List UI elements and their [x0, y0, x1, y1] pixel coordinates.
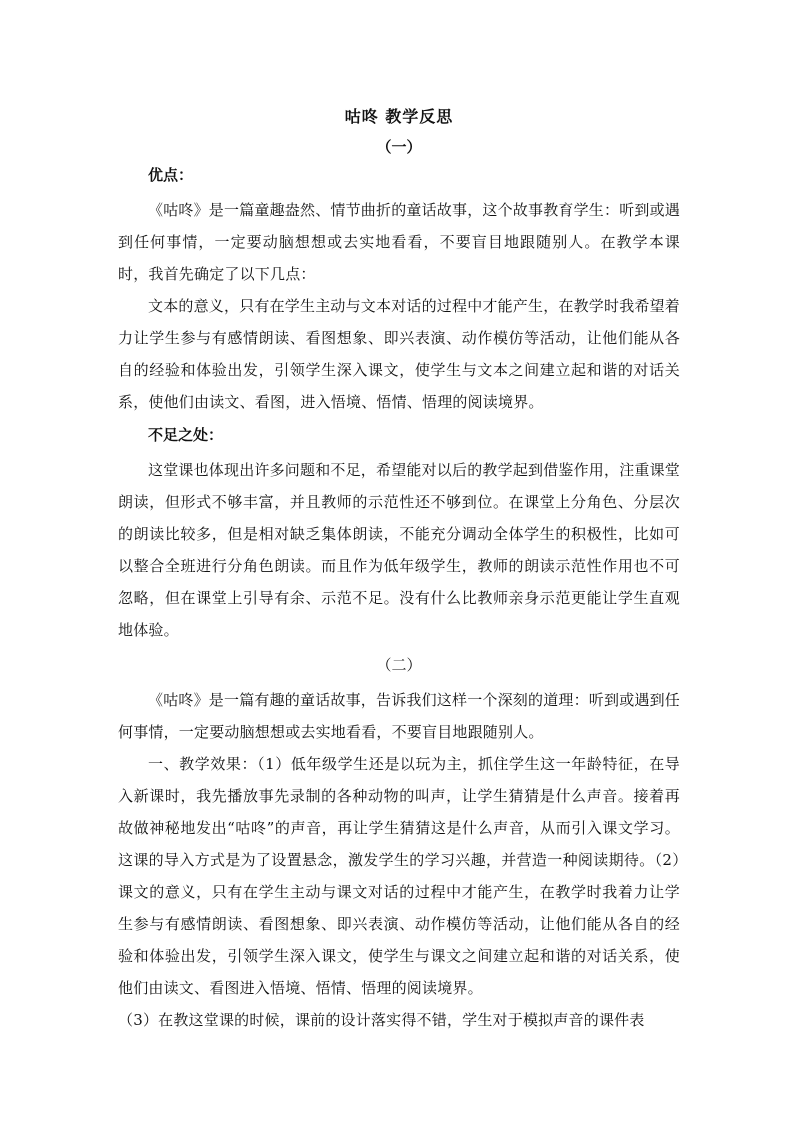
paragraph-teaching-effect: 一、教学效果：（1）低年级学生还是以玩为主，抓住学生这一年龄特征，在导入新课时，我先播放事先录制的各种动物的叫声，让学生猜猜是什么声音。接着再故做神秘地发出“咕咚”的声音，再让学生猜猜这是什么声音，从而引入课文学习。这课的导入方式是为了设置悬念，激发学生的学习兴趣，并营造一种阅读期待。（2）课文的意义，只有在学生主动与课文对话的过程中才能产生，在教学时我着力让学生参与有感情朗读、看图想象、即兴表演、动作模仿等活动，让他们能从各自的经验和体验出发，引领学生深入课文，使学生与课文之间建立起和谐的对话关系，使他们由读文、看图进入悟境、悟情、悟理的阅读境界。: [118, 755, 680, 997]
document-page: [118, 100, 680, 1036]
paragraph-shortcomings: 这堂课也体现出许多问题和不足，希望能对以后的教学起到借鉴作用，注重课堂朗读，但形式不够丰富，并且教师的示范性还不够到位。在课堂上分角色、分层次的朗读比较多，但是相对缺乏集体朗读，不能充分调动全体学生的积极性，比如可以整合全班进行分角色朗读。而且作为低年级学生，教师的朗读示范性作用也不可忽略，但在课堂上引导有余、示范不足。没有什么比教师亲身示范更能让学生直观地体验。: [118, 461, 681, 639]
paragraph-point-three: （3）在教这堂课的时候，课前的设计落实得不错，学生对于模拟声音的课件表: [118, 1011, 645, 1029]
section-two-mark: （二）: [376, 656, 422, 674]
paragraph-intro: 《咕咚》是一篇童趣盎然、情节曲折的童话故事，这个故事教育学生：听到或遇到任何事情，一定要动脑想想或去实地看看，不要盲目地跟随别人。在教学本课时，我首先确定了以下几点：: [118, 201, 681, 283]
advantages-heading: 优点：: [148, 166, 194, 184]
shortcomings-heading: 不足之处：: [148, 426, 224, 444]
document-title: 咕咚 教学反思: [344, 107, 454, 126]
paragraph-story-summary: 《咕咚》是一篇有趣的童话故事，告诉我们这样一个深刻的道理：听到或遇到任何事情，一定要动脑想想或去实地看看，不要盲目地跟随别人。: [118, 691, 681, 741]
section-one-mark: （一）: [376, 138, 422, 156]
paragraph-text-meaning: 文本的意义，只有在学生主动与文本对话的过程中才能产生，在教学时我希望着力让学生参与有感情朗读、看图想象、即兴表演、动作模仿等活动，让他们能从各自的经验和体验出发，引领学生深入课文，使学生与文本之间建立起和谐的对话关系，使他们由读文、看图，进入悟境、悟情、悟理的阅读境界。: [118, 297, 681, 411]
